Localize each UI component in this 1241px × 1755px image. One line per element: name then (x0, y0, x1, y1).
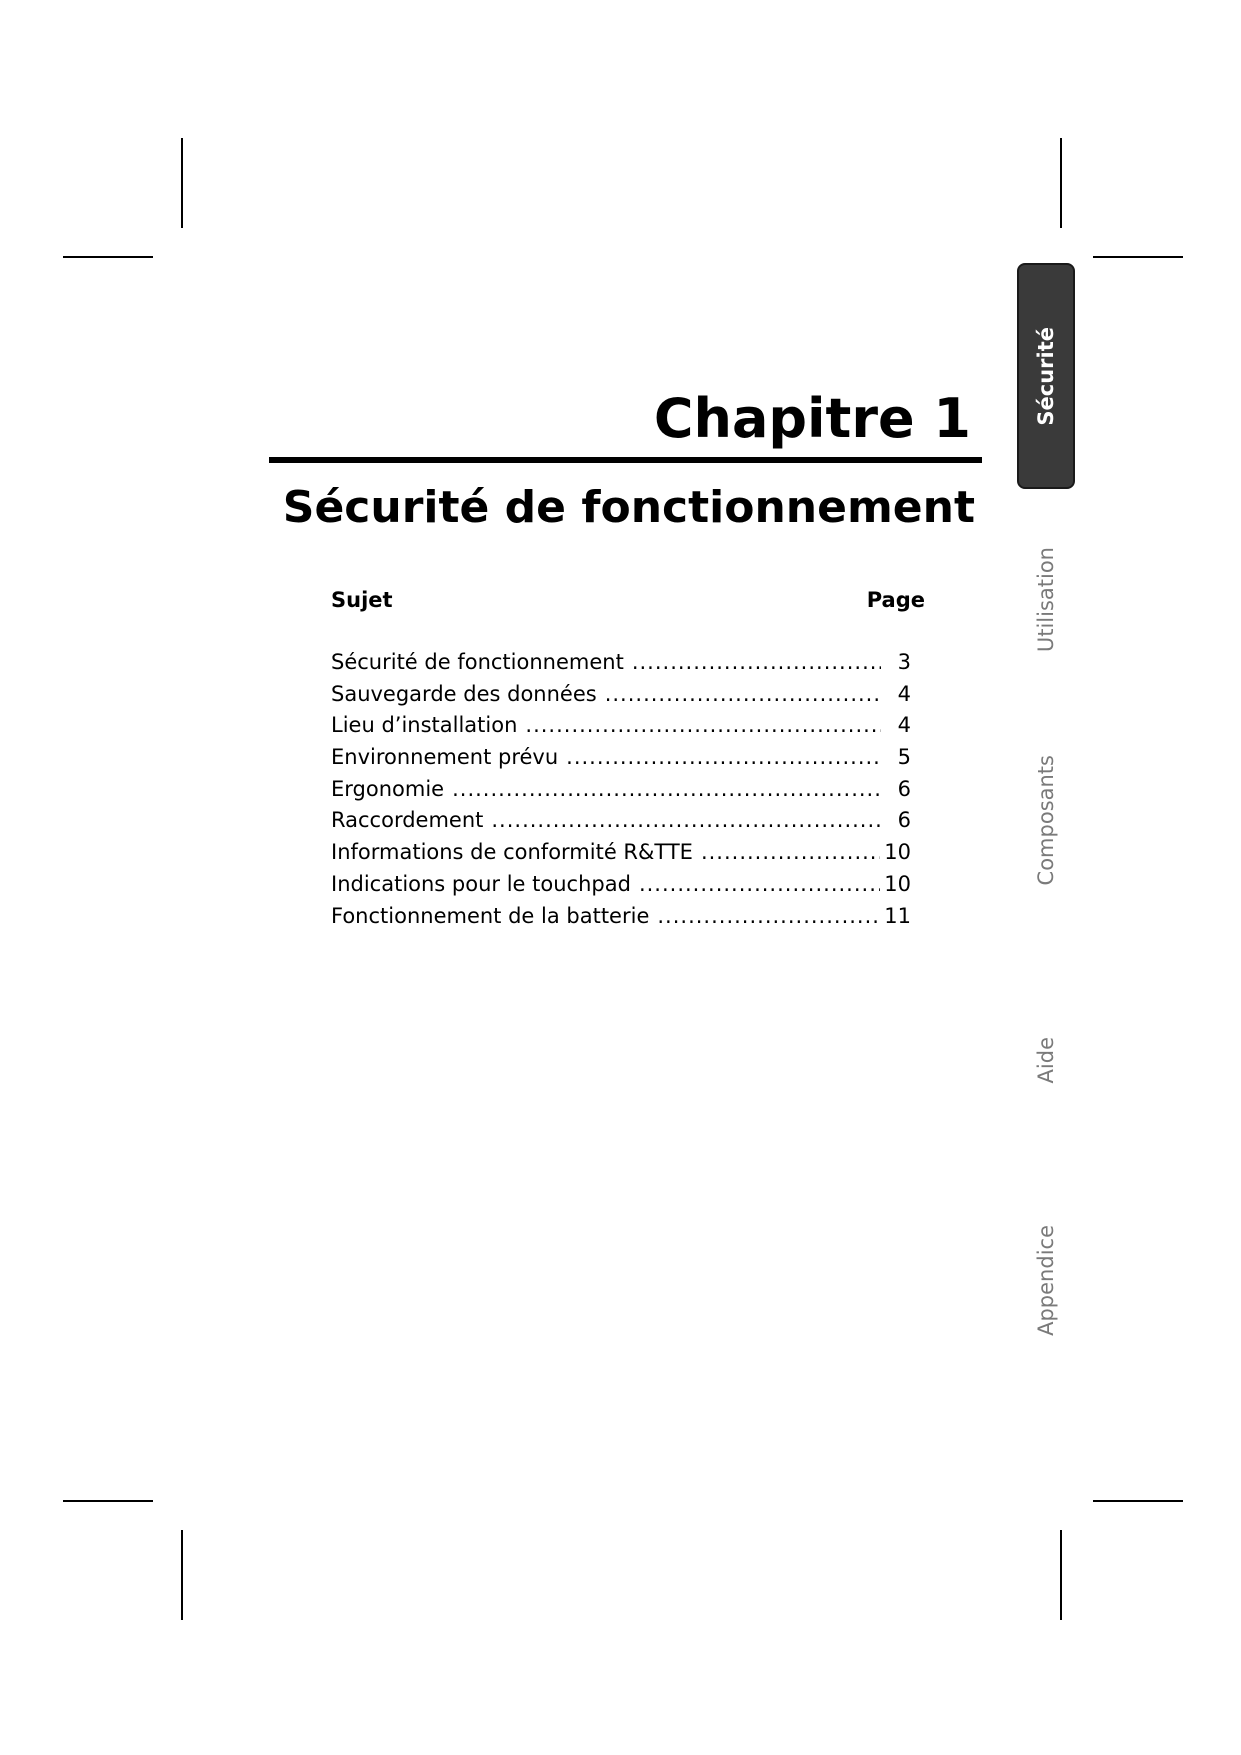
tab-securite[interactable] (1017, 263, 1075, 489)
toc-entry-page: 6 (897, 778, 911, 801)
chapter-rule (269, 457, 982, 463)
tab-label: Aide (1034, 1036, 1058, 1084)
toc-subject-header: Sujet (331, 588, 393, 612)
toc-dot-leader (657, 906, 880, 927)
toc-entry-page: 10 (884, 873, 911, 896)
crop-mark-bottom-left-vertical (181, 1530, 183, 1620)
toc-entry-page: 10 (884, 842, 911, 865)
crop-mark-top-right-horizontal (1093, 256, 1183, 258)
toc-entry[interactable] (331, 779, 911, 811)
toc-dot-leader (491, 810, 881, 831)
toc-entry[interactable] (331, 810, 911, 842)
tab-appendice[interactable] (1016, 1215, 1076, 1345)
tab-label: Composants (1034, 754, 1058, 886)
toc-entry-page: 4 (897, 683, 911, 706)
tab-label: Sécurité (1034, 326, 1058, 426)
toc-entry-title: Lieu d’installation (331, 715, 518, 738)
chapter-label: Chapitre 1 (653, 387, 971, 450)
toc-entry-page: 5 (897, 747, 911, 770)
toc-dot-leader (632, 652, 881, 673)
crop-mark-top-left-vertical (181, 138, 183, 228)
crop-mark-bottom-left-horizontal (63, 1500, 153, 1502)
toc-entry-page: 6 (897, 810, 911, 833)
toc-list (331, 652, 911, 937)
toc-entry-page: 3 (897, 652, 911, 674)
toc-dot-leader (566, 747, 881, 768)
toc-entry[interactable] (331, 842, 911, 874)
toc-entry-title: Sauvegarde des données (331, 683, 597, 706)
toc-entry[interactable] (331, 874, 911, 906)
crop-mark-bottom-right-vertical (1060, 1530, 1062, 1620)
toc-dot-leader (525, 715, 881, 736)
page-title: Sécurité de fonctionnement (282, 482, 975, 533)
crop-mark-bottom-right-horizontal (1093, 1500, 1183, 1502)
toc-entry-title: Ergonomie (331, 778, 445, 801)
toc-dot-leader (701, 842, 880, 863)
toc-entry[interactable] (331, 652, 911, 684)
toc-entry-page: 11 (884, 905, 911, 928)
tab-utilisation[interactable] (1016, 540, 1076, 660)
tab-label: Appendice (1034, 1224, 1058, 1336)
toc-entry-title: Environnement prévu (331, 747, 559, 770)
toc-entry-page: 4 (897, 715, 911, 738)
toc-entry-title: Fonctionnement de la batterie (331, 905, 650, 928)
toc-entry[interactable] (331, 715, 911, 747)
toc-entry-title: Sécurité de fonctionnement (331, 652, 624, 674)
toc-dot-leader (605, 684, 881, 705)
toc-dot-leader (639, 874, 880, 895)
toc-page-header: Page (866, 588, 925, 612)
tab-aide[interactable] (1016, 1020, 1076, 1100)
crop-mark-top-right-vertical (1060, 138, 1062, 228)
tab-composants[interactable] (1016, 750, 1076, 890)
toc-entry[interactable] (331, 684, 911, 716)
toc-entry-title: Informations de conformité R&TTE (331, 842, 693, 865)
toc-entry-title: Raccordement (331, 810, 484, 833)
toc-entry[interactable] (331, 906, 911, 938)
crop-mark-top-left-horizontal (63, 256, 153, 258)
tab-label: Utilisation (1034, 547, 1058, 653)
toc-entry[interactable] (331, 747, 911, 779)
toc-dot-leader (452, 779, 881, 800)
toc-entry-title: Indications pour le touchpad (331, 873, 631, 896)
